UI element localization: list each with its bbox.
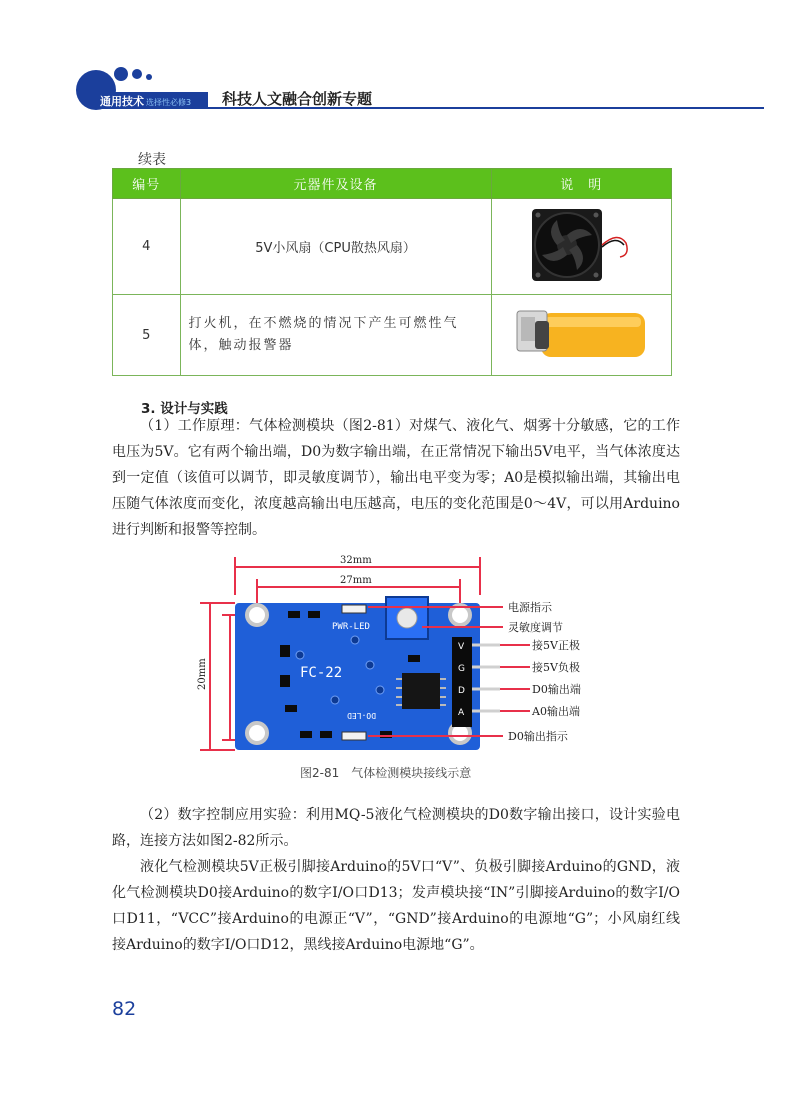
mount-hole bbox=[247, 723, 267, 743]
col-header-desc: 说 明 bbox=[491, 169, 671, 199]
ic-chip bbox=[402, 673, 440, 709]
page-number: 82 bbox=[112, 998, 137, 1020]
dim-label-32mm: 32mm bbox=[340, 555, 372, 566]
lighter-image bbox=[511, 301, 651, 365]
callout-d0-output: D0输出端 bbox=[532, 683, 581, 696]
pin-label-v: V bbox=[458, 642, 465, 652]
callout-5v-negative: 接5V负极 bbox=[532, 661, 580, 674]
cpu-fan-image bbox=[526, 205, 636, 285]
row-num: 4 bbox=[113, 199, 181, 295]
section-heading: 3. 设计与实践 bbox=[141, 401, 228, 417]
board-label: FC-22 bbox=[300, 665, 343, 681]
paragraph-1: （1）工作原理：气体检测模块（图2-81）对煤气、液化气、烟雾十分敏感，它的工作电压为5V。它有两个输出端，D0为数字输出端，在正常情况下输出5V电平，当气体浓度达到一定值（该值可以调节，即灵敏度调节），输出电平变为零；A0是模拟输出端，其输出电压随气体浓度而变化，浓度越高输出电压越高，电压的变化范围是0～4V，可以用Arduino进行判断和报警等控制。 bbox=[112, 418, 680, 538]
mount-hole bbox=[247, 605, 267, 625]
paragraph-2: （2）数字控制应用实验：利用MQ-5液化气检测模块的D0数字输出接口，设计实验电路，连接方法如图2-82所示。 bbox=[112, 807, 680, 849]
row-name: 5V小风扇（CPU散热风扇） bbox=[180, 199, 491, 295]
header-series bbox=[100, 93, 191, 109]
paragraph-1-block bbox=[112, 413, 680, 543]
table-header-row bbox=[113, 169, 672, 199]
pin-label-g: G bbox=[458, 664, 465, 674]
header-series-sub: 选择性必修3 bbox=[146, 98, 192, 107]
paragraph-3: 液化气检测模块5V正极引脚接Arduino的5V口“V”、负极引脚接Arduino的GND，液化气检测模块D0接Arduino的数字I/O口D13；发声模块接“IN”引脚接Arduino的数字I/O口D11，“VCC”接Arduino的电源正“V”，“GND”接Arduino的电源地“G”；小风扇红线接Arduino的数字I/O口D12，黑线接Arduino电源地“G”。 bbox=[112, 859, 680, 953]
row-num: 5 bbox=[113, 295, 181, 376]
header-dot-medium bbox=[114, 67, 128, 81]
callout-sensitivity: 灵敏度调节 bbox=[508, 621, 563, 634]
callout-5v-positive: 接5V正极 bbox=[532, 639, 580, 652]
pin-label-a: A bbox=[458, 708, 465, 718]
pwr-led-label: PWR-LED bbox=[332, 622, 370, 632]
gas-module-figure bbox=[190, 545, 590, 760]
do-led bbox=[342, 732, 366, 740]
callout-power-indicator: 电源指示 bbox=[508, 601, 552, 614]
header-title: 科技人文融合创新专题 bbox=[222, 90, 373, 108]
col-header-num: 编号 bbox=[113, 169, 181, 199]
table-row bbox=[113, 199, 672, 295]
callout-d0-indicator: D0输出指示 bbox=[508, 730, 568, 743]
table-caption: 续表 bbox=[138, 152, 166, 168]
col-header-name: 元器件及设备 bbox=[180, 169, 491, 199]
row-image-cell bbox=[491, 295, 671, 376]
header-rule bbox=[92, 107, 764, 109]
row-image-cell bbox=[491, 199, 671, 295]
table-row bbox=[113, 295, 672, 376]
header-dot-tiny bbox=[146, 74, 152, 80]
pin-label-d: D bbox=[458, 686, 465, 696]
figure-caption: 图2-81 气体检测模块接线示意 bbox=[300, 766, 472, 780]
dim-label-27mm: 27mm bbox=[340, 575, 372, 586]
callout-a0-output: A0输出端 bbox=[532, 705, 580, 718]
dim-label-20mm: 20mm bbox=[197, 658, 208, 690]
components-table bbox=[112, 168, 672, 376]
paragraph-2-block bbox=[112, 802, 680, 958]
header-series-label: 通用技术 bbox=[100, 95, 144, 108]
power-led bbox=[342, 605, 366, 613]
do-led-label: DO-LED bbox=[347, 711, 376, 720]
header-dot-small bbox=[132, 69, 142, 79]
row-name: 打火机，在不燃烧的情况下产生可燃性气体，触动报警器 bbox=[180, 295, 491, 376]
